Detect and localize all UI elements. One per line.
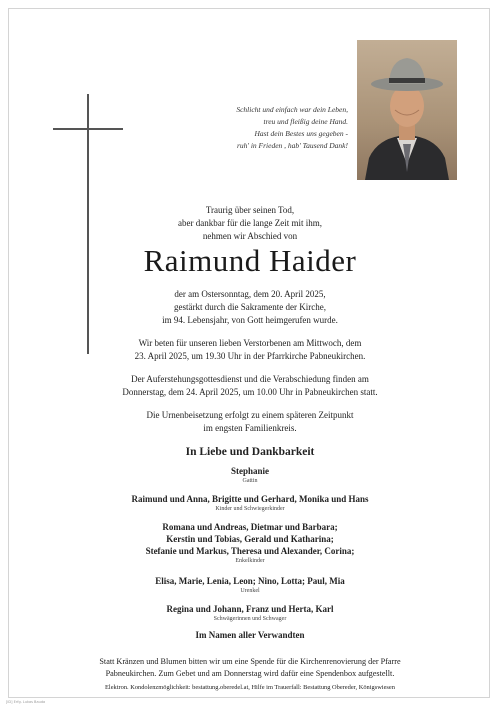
- footer-id: [ID] Erfg. Lukas Bauda: [6, 700, 46, 704]
- closing-line: Pabneukirchen. Zum Gebet und am Donnerstag wird dafür eine Spendenbox aufgestellt.: [105, 669, 395, 678]
- quote-line: Hast dein Bestes uns gegeben -: [254, 129, 348, 138]
- paragraph-line: gestärkt durch die Sakramente der Kirche,: [174, 302, 326, 312]
- donation-request: [20, 656, 480, 680]
- family-names: Stephanie: [230, 466, 269, 476]
- family-names: Stefanie und Markus, Theresa und Alexander, Corina;: [145, 546, 355, 556]
- relatives-line: Im Namen aller Verwandten: [195, 630, 305, 640]
- closing-line: Statt Kränzen und Blumen bitten wir um eine Spende für die Kirchenrenovierung der Pfarre: [99, 657, 401, 666]
- family-role: Kinder und Schwiegerkinder: [215, 506, 285, 512]
- deceased-portrait-photo: [357, 40, 457, 180]
- funeral-service-paragraph: [60, 373, 440, 399]
- paragraph-line: Der Auferstehungsgottesdienst und die Verabschiedung finden am: [131, 374, 369, 384]
- family-role: Urenkel: [240, 588, 260, 594]
- family-names: Elisa, Marie, Lenia, Leon; Nino, Lotta; Paul, Mia: [155, 576, 345, 586]
- family-names: Romana und Andreas, Dietmar und Barbara;: [162, 522, 338, 532]
- quote-line: ruh' in Frieden , hab' Tausend Dank!: [236, 141, 348, 150]
- family-group-grandchildren: [20, 521, 480, 566]
- paragraph-line: der am Ostersonntag, dem 20. April 2025,: [174, 289, 326, 299]
- prayer-paragraph: [60, 337, 440, 363]
- gratitude-heading: In Liebe und Dankbarkeit: [185, 446, 315, 458]
- family-group-in-laws: [20, 603, 480, 624]
- family-group-great-grandchildren: [20, 575, 480, 596]
- urn-burial-paragraph: [60, 409, 440, 435]
- paragraph-line: im engsten Familienkreis.: [203, 423, 297, 433]
- intro-line: aber dankbar für die lange Zeit mit ihm,: [178, 218, 322, 228]
- quote-line: treu und fleißig deine Hand.: [263, 117, 348, 126]
- quote-line: Schlicht und einfach war dein Leben,: [236, 105, 348, 114]
- family-names: Raimund und Anna, Brigitte und Gerhard, Monika und Hans: [131, 494, 369, 504]
- family-role: Schwägerinnen und Schwager: [213, 616, 287, 622]
- paragraph-line: im 94. Lebensjahr, von Gott heimgerufen wurde.: [162, 315, 338, 325]
- paragraph-line: 23. April 2025, um 19.30 Uhr in der Pfarrkirche Pabneukirchen.: [134, 351, 366, 361]
- death-notice-paragraph: [60, 288, 440, 327]
- family-names: Regina und Johann, Franz und Herta, Karl: [166, 604, 334, 614]
- deceased-name: Raimund Haider: [143, 243, 357, 278]
- contact-info: Elektron. Kondolenzmöglichkeit: bestattung.oberedel.at, Hilfe im Trauerfall: Bestattung Obereder, Königswiesen: [105, 684, 395, 691]
- family-role: Enkelkinder: [235, 558, 265, 564]
- intro-line: Traurig über seinen Tod,: [205, 205, 295, 215]
- family-names: Kerstin und Tobias, Gerald und Katharina;: [166, 534, 334, 544]
- intro-text: [60, 204, 440, 243]
- cross-horizontal-bar: [53, 128, 123, 130]
- family-group-spouse: [20, 465, 480, 486]
- intro-line: nehmen wir Abschied von: [202, 231, 298, 241]
- family-group-children: [20, 493, 480, 514]
- paragraph-line: Wir beten für unseren lieben Verstorbenen am Mittwoch, dem: [138, 338, 362, 348]
- family-role: Gattin: [242, 478, 258, 484]
- paragraph-line: Die Urnenbeisetzung erfolgt zu einem späteren Zeitpunkt: [146, 410, 354, 420]
- paragraph-line: Donnerstag, dem 24. April 2025, um 10.00 Uhr in Pabneukirchen statt.: [122, 387, 378, 397]
- memorial-quote: [158, 104, 348, 152]
